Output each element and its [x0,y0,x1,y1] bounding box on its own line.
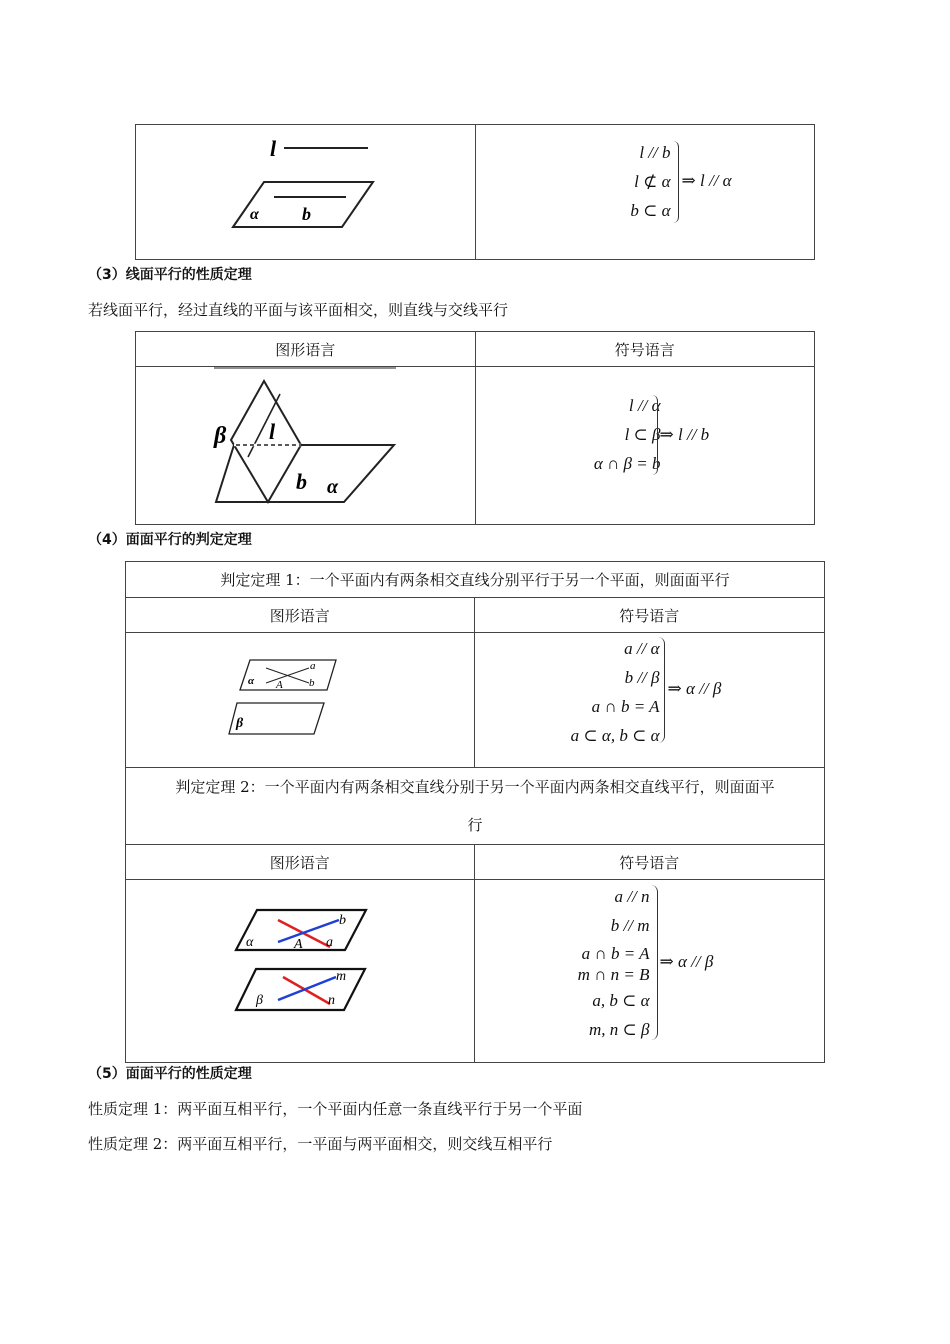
label-beta: β [256,993,263,1008]
symbol-line: b ⊂ α [630,201,671,220]
symbol-line: l ⊂ β [624,425,661,444]
symbol-line: b // m [610,916,650,935]
symbol-cell [474,633,825,768]
brace [651,885,658,1040]
section-3-text: 若线面平行，经过直线的平面与该平面相交，则直线与交线平行 [88,301,509,319]
brace [673,141,679,223]
col-header-figure: 图形语言 [136,332,476,367]
symbol-line: m ∩ n = B [577,965,650,984]
conclusion: ⇒ α // β [659,952,714,971]
label-b: b [309,677,315,689]
conclusion: ⇒ l // α [681,171,732,190]
brace [658,637,665,743]
figure-theorem-2 [126,880,474,1063]
heading-section-5: （5）面面平行的性质定理 [88,1066,252,1082]
label-n: n [328,993,335,1008]
symbol-line: a ∩ b = A [591,697,660,716]
symbol-cell [474,880,825,1063]
theorem-2-line-2: 行 [467,816,483,834]
label-b: b [296,469,307,494]
label-a: a [326,935,333,950]
symbol-cell [475,367,815,525]
symbol-line: a // n [614,887,650,906]
table-line-plane-parallel-property [135,331,815,525]
symbol-line: a // α [624,639,660,658]
symbol-cell [475,125,815,260]
symbol-line: a ⊂ α, b ⊂ α [570,726,660,745]
figure-line-parallel-plane [136,125,475,260]
figure-cell [126,633,475,768]
symbol-line: a ∩ b = A [581,944,650,963]
label-a: a [310,660,316,672]
figure-plane-intersection [136,367,475,525]
conclusion: ⇒ α // β [667,679,722,698]
symbol-line: b // β [624,668,660,687]
symbol-line: α ∩ β = b [593,454,661,473]
heading-section-4: （4）面面平行的判定定理 [88,532,252,548]
symbol-line: m, n ⊂ β [589,1020,650,1039]
property-1: 性质定理 1：两平面互相平行，一个平面内任意一条直线平行于另一个平面 [88,1100,583,1118]
label-alpha: α [327,476,339,498]
theorem-2-line-1: 判定定理 2：一个平面内有两条相交直线分别于另一个平面内两条相交直线平行，则面面平 [175,778,775,796]
symbol-line: l // b [639,143,671,162]
label-alpha: α [246,935,254,950]
table-plane-plane-parallel-criterion [125,561,825,1063]
label-A: A [276,679,283,691]
table-line-plane-parallel-criterion [135,124,815,260]
label-m: m [336,969,347,984]
figure-cell [136,367,476,525]
brace [652,395,658,475]
label-A: A [294,937,303,952]
label-l: l [269,419,276,444]
label-alpha: α [248,675,255,687]
figure-cell [136,125,476,260]
label-b: b [302,204,311,224]
property-2: 性质定理 2：两平面互相平行，一平面与两平面相交，则交线互相平行 [88,1135,553,1153]
label-alpha: α [250,206,259,223]
label-beta: β [214,423,227,449]
col-header-symbol: 符号语言 [475,332,815,367]
label-b: b [339,913,346,928]
label-l: l [270,136,277,161]
figure-cell [126,880,475,1063]
heading-section-3: （3）线面平行的性质定理 [88,267,252,283]
theorem-1: 判定定理 1：一个平面内有两条相交直线分别平行于另一个平面，则面面平行 [126,562,825,598]
conclusion: ⇒ l // b [659,425,710,444]
col-header-symbol: 符号语言 [474,845,825,880]
symbol-line: l // α [628,396,661,415]
symbol-line: l ⊄ α [634,172,671,191]
figure-theorem-1 [126,633,474,768]
col-header-symbol: 符号语言 [474,598,825,633]
symbol-line: a, b ⊂ α [592,991,650,1010]
theorem-2 [126,768,825,845]
col-header-figure: 图形语言 [126,845,475,880]
label-beta: β [236,716,244,731]
col-header-figure: 图形语言 [126,598,475,633]
